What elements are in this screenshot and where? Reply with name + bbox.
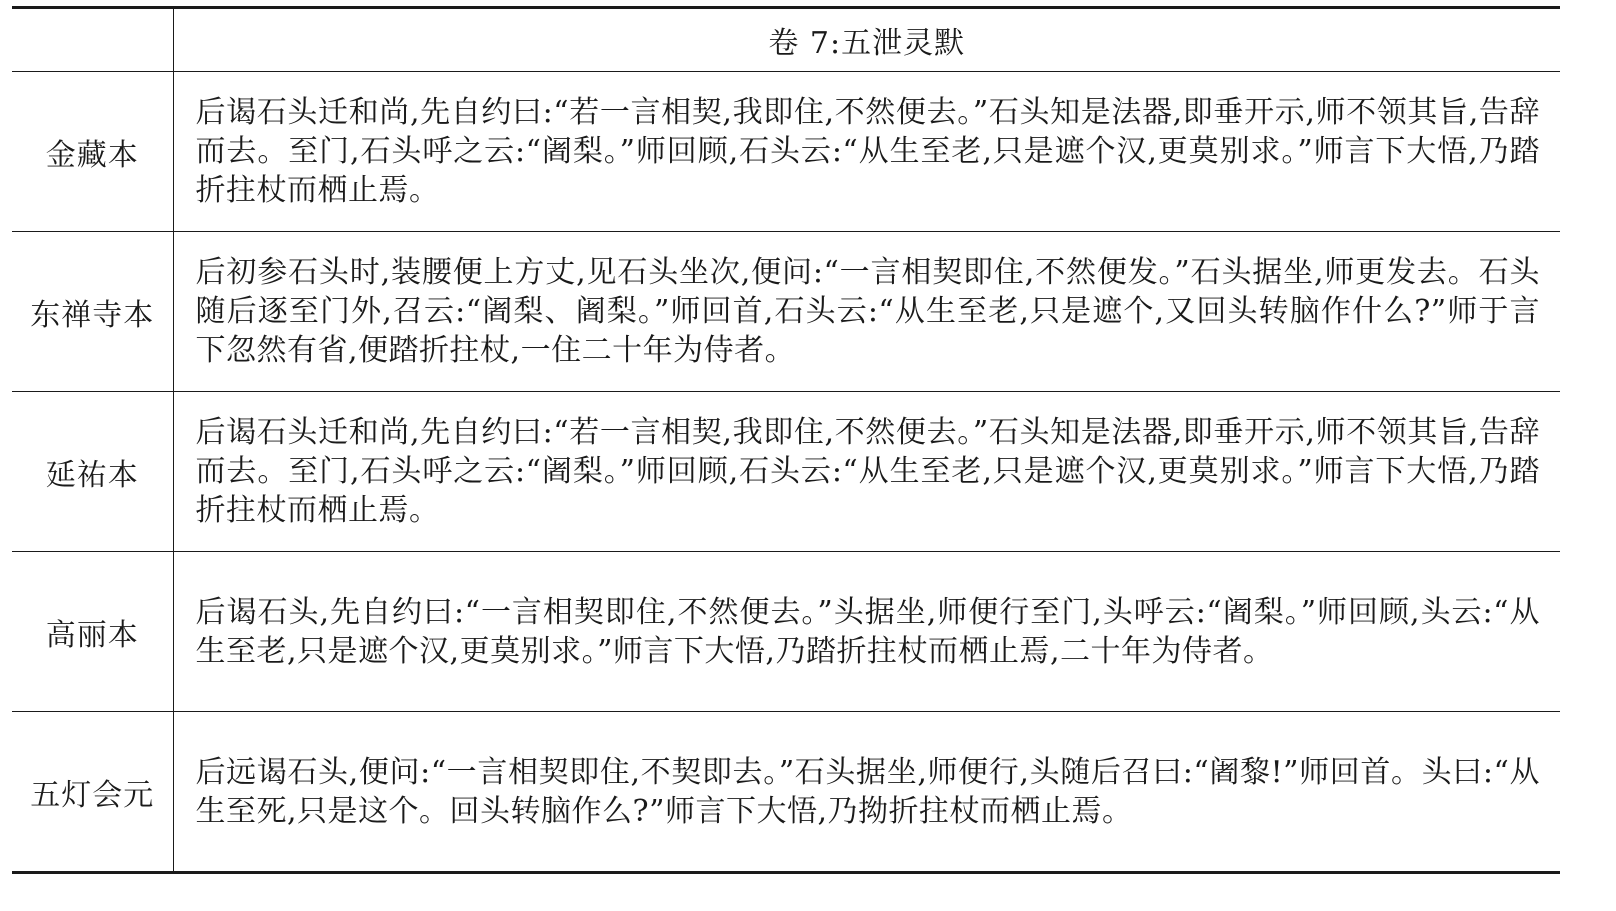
- volume-title: 卷 7:五泄灵默: [173, 8, 1560, 72]
- edition-comparison-table: [12, 6, 1560, 874]
- edition-text: 后远谒石头,便问:“一言相契即住,不契即去。”石头据坐,师便行,头随后召曰:“阇黎!”师回首。头曰:“从生至死,只是这个。回头转脑作么?”师言下大悟,乃拗折拄杖而栖止焉。: [173, 712, 1560, 873]
- edition-label: 五灯会元: [12, 712, 173, 873]
- edition-text: 后谒石头迁和尚,先自约曰:“若一言相契,我即住,不然便去。”石头知是法器,即垂开示,师不领其旨,告辞而去。至门,石头呼之云:“阇梨。”师回顾,石头云:“从生至老,只是遮个汉,更莫别求。”师言下大悟,乃踏折拄杖而栖止焉。: [173, 392, 1560, 552]
- table-row: [12, 72, 1560, 232]
- table-row: [12, 232, 1560, 392]
- edition-label: 金藏本: [12, 72, 173, 232]
- edition-label: 东禅寺本: [12, 232, 173, 392]
- edition-label: 高丽本: [12, 552, 173, 712]
- edition-text: 后初参石头时,装腰便上方丈,见石头坐次,便问:“一言相契即住,不然便发。”石头据坐,师更发去。石头随后逐至门外,召云:“阇梨、阇梨。”师回首,石头云:“从生至老,只是遮个,又回头转脑作什么?”师于言下忽然有省,便踏折拄杖,一住二十年为侍者。: [173, 232, 1560, 392]
- edition-text: 后谒石头,先自约曰:“一言相契即住,不然便去。”头据坐,师便行至门,头呼云:“阇梨。”师回顾,头云:“从生至老,只是遮个汉,更莫别求。”师言下大悟,乃踏折拄杖而栖止焉,二十年为侍者。: [173, 552, 1560, 712]
- edition-label: 延祐本: [12, 392, 173, 552]
- corner-cell: [12, 8, 173, 72]
- table-row: [12, 552, 1560, 712]
- table-row: [12, 392, 1560, 552]
- edition-text: 后谒石头迁和尚,先自约曰:“若一言相契,我即住,不然便去。”石头知是法器,即垂开示,师不领其旨,告辞而去。至门,石头呼之云:“阇梨。”师回顾,石头云:“从生至老,只是遮个汉,更莫别求。”师言下大悟,乃踏折拄杖而栖止焉。: [173, 72, 1560, 232]
- header-row: [12, 8, 1560, 72]
- table-row: [12, 712, 1560, 873]
